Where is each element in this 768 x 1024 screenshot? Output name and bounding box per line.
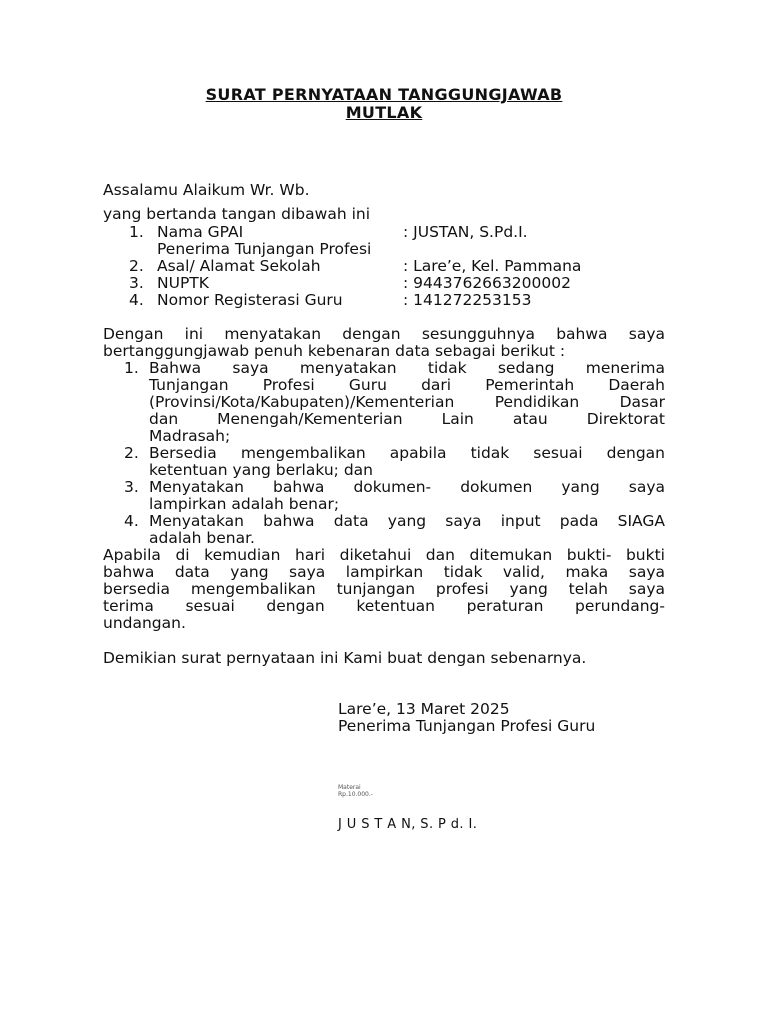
point-line: Menyatakan bahwa data yang saya input pada SIAGA [149,512,665,530]
point-line: Menyatakan bahwa dokumen- dokumen yang saya [149,478,665,496]
stamp-amount: Rp.10.000.- [338,791,373,798]
identity-value: : JUSTAN, S.Pd.I. [403,223,528,241]
closing-paragraph-line: bersedia mengembalikan tunjangan profesi yang telah saya [103,580,665,598]
point-line: Madrasah; [149,427,231,445]
statement-line: Dengan ini menyatakan dengan sesungguhnya bahwa saya [103,325,665,343]
point-line: lampirkan adalah benar; [149,495,340,513]
point-num: 3. [124,478,139,496]
statement-line: bertanggungjawab penuh kebenaran data sebagai berikut : [103,342,566,360]
point-line: (Provinsi/Kota/Kabupaten)/Kementerian Pendidikan Dasar [149,393,665,411]
title-line-2: MUTLAK [345,103,423,122]
closing-paragraph-line: terima sesuai dengan ketentuan peraturan perundang- [103,597,665,615]
closing-paragraph-line: Apabila di kemudian hari diketahui dan ditemukan bukti- bukti [103,546,665,564]
closing-statement: Demikian surat pernyataan ini Kami buat dengan sebenarnya. [103,649,587,667]
point-line: Bahwa saya menyatakan tidak sedang menerima [149,359,665,377]
identity-value: : 9443762663200002 [403,274,571,292]
identity-label: Nomor Registerasi Guru [157,291,343,309]
identity-label: Asal/ Alamat Sekolah [157,257,321,275]
point-line: dan Menengah/Kementerian Lain atau Direktorat [149,410,665,428]
intro-line: yang bertanda tangan dibawah ini [103,205,371,223]
point-num: 1. [124,359,139,377]
closing-paragraph-line: bahwa data yang saya lampirkan tidak valid, maka saya [103,563,665,581]
identity-label: Penerima Tunjangan Profesi [157,240,372,258]
signer-role: Penerima Tunjangan Profesi Guru [338,717,596,735]
point-num: 2. [124,444,139,462]
title-line-1: SURAT PERNYATAAN TANGGUNGJAWAB [205,85,563,104]
identity-num: 3. [129,274,144,292]
document-title [0,86,768,122]
identity-label: Nama GPAI [157,223,244,241]
greeting: Assalamu Alaikum Wr. Wb. [103,181,310,199]
point-line: Tunjangan Profesi Guru dari Pemerintah Daerah [149,376,665,394]
identity-num: 2. [129,257,144,275]
identity-num: 4. [129,291,144,309]
signer-name: J U S T A N, S. P d. I. [338,817,478,832]
point-line: ketentuan yang berlaku; dan [149,461,373,479]
identity-label: NUPTK [157,274,209,292]
identity-value: : 141272253153 [403,291,532,309]
point-line: Bersedia mengembalikan apabila tidak sesuai dengan [149,444,665,462]
point-line: adalah benar. [149,529,255,547]
place-date: Lare’e, 13 Maret 2025 [338,700,510,718]
closing-paragraph-line: undangan. [103,614,186,632]
identity-num: 1. [129,223,144,241]
identity-value: : Lare’e, Kel. Pammana [403,257,582,275]
point-num: 4. [124,512,139,530]
stamp-label: Materai [338,784,361,791]
